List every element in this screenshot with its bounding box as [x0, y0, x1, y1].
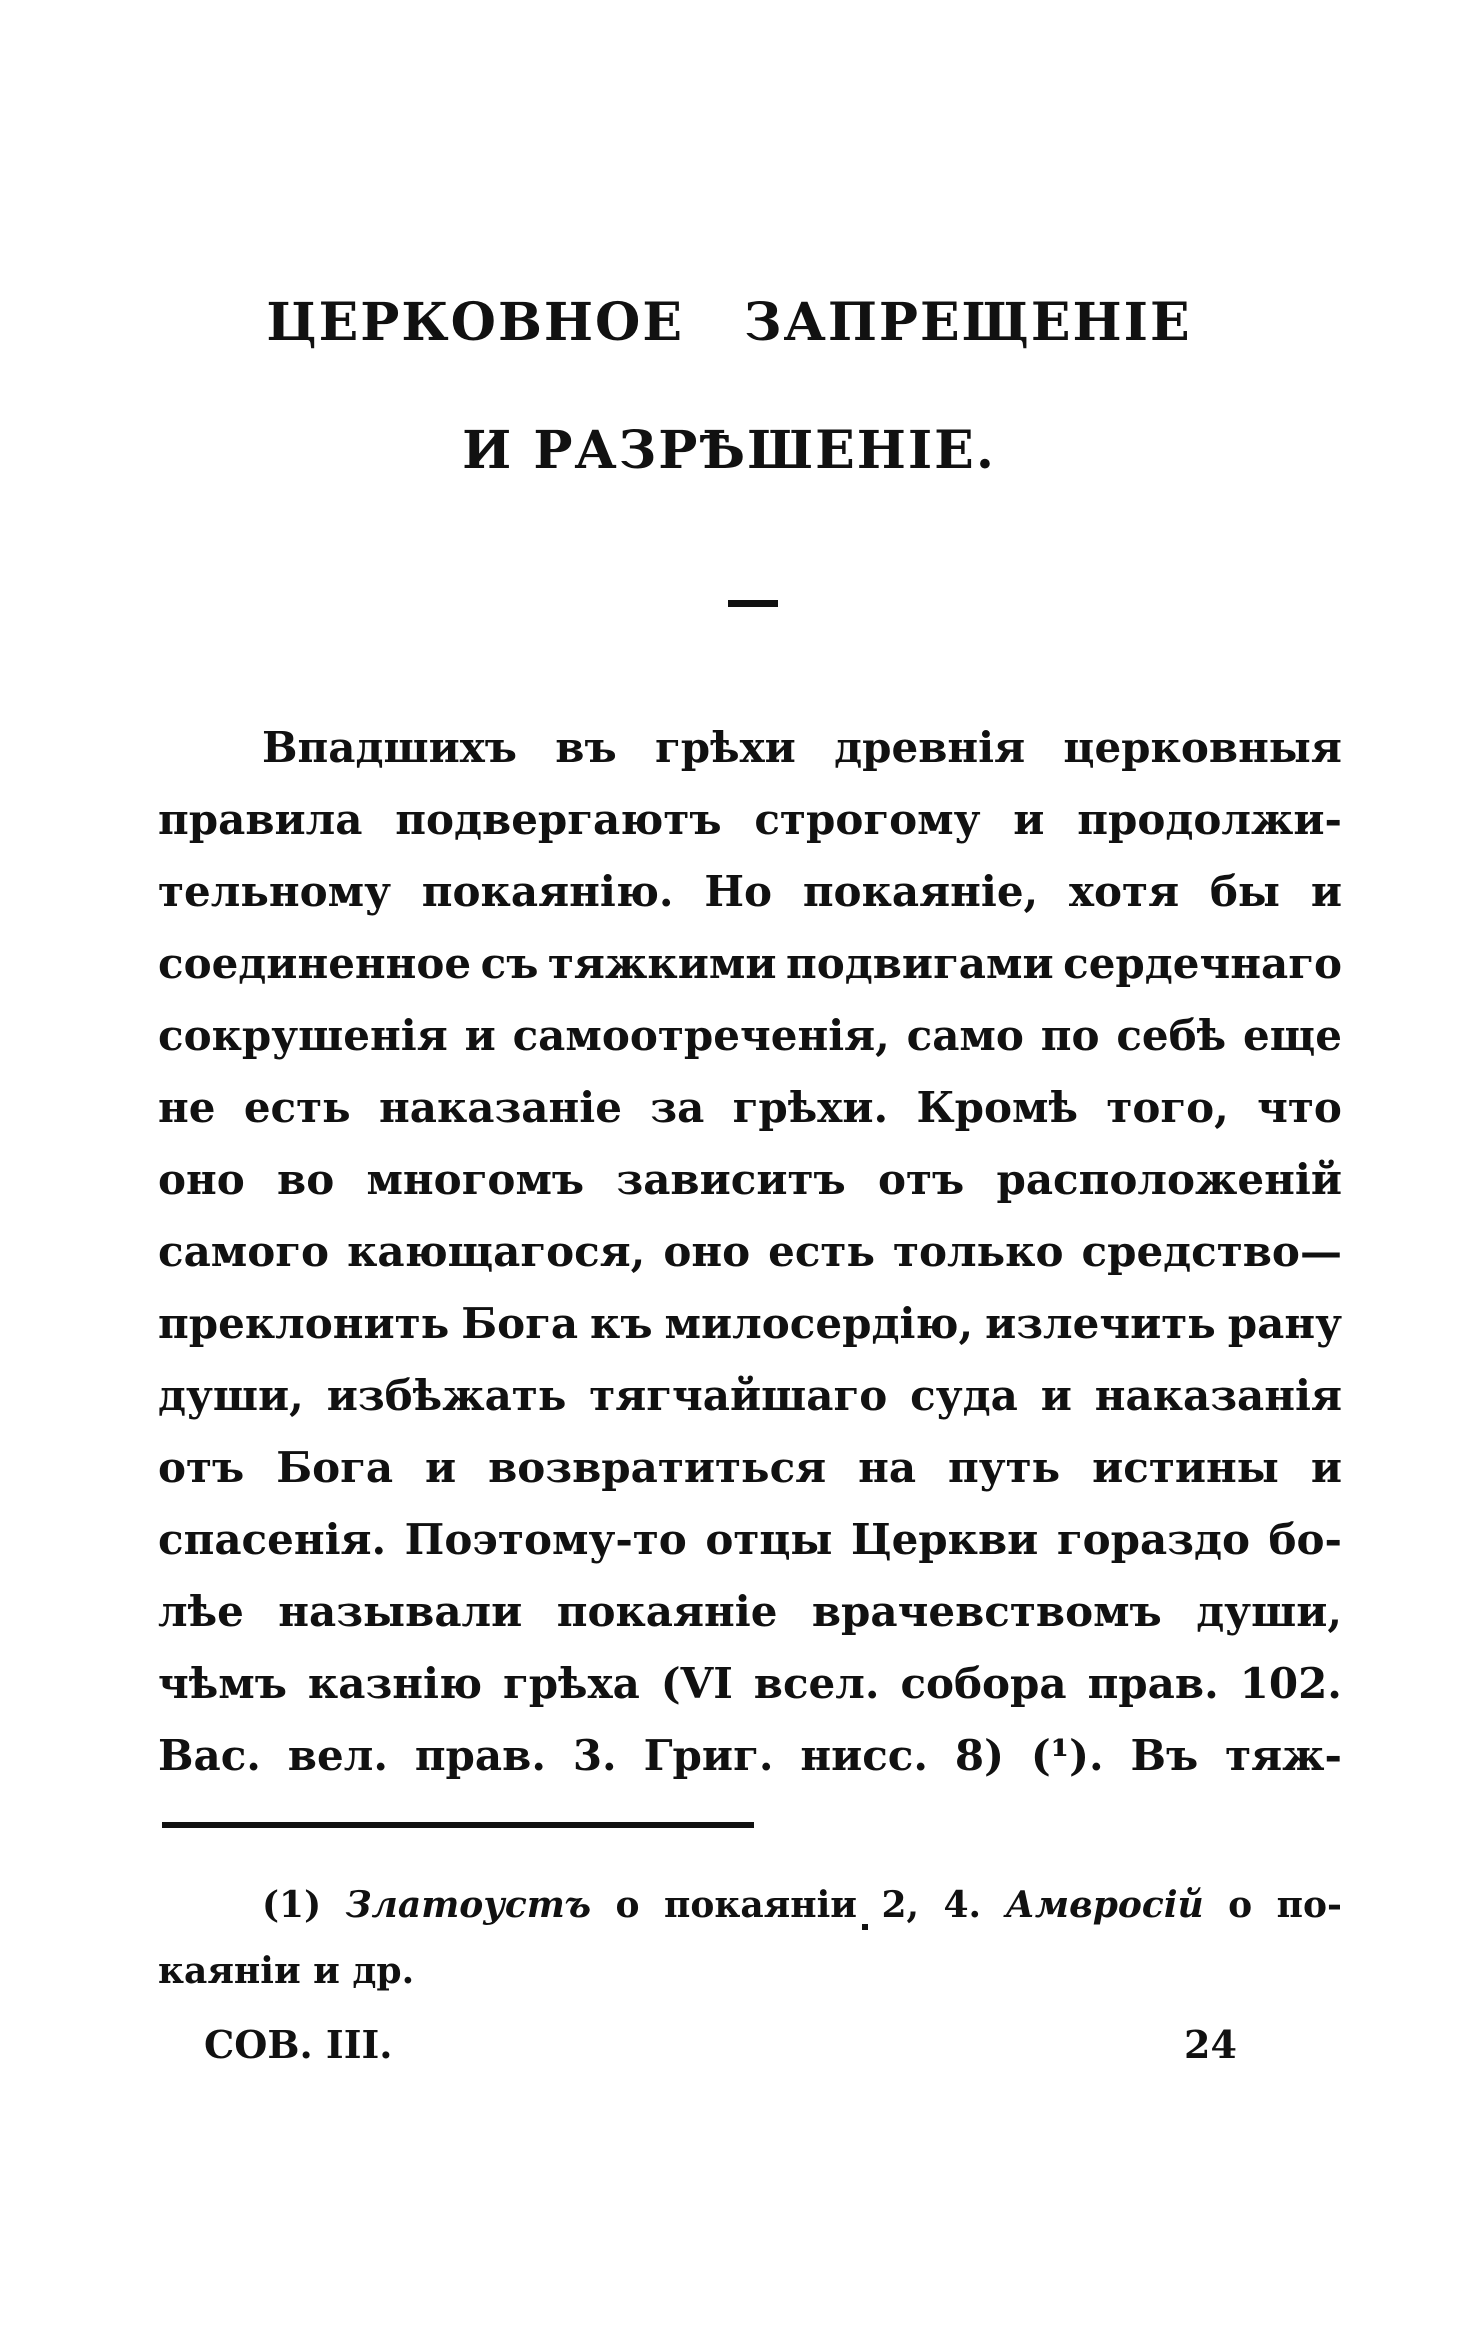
body-word: есть: [243, 1083, 351, 1132]
body-word: преклонить: [158, 1299, 450, 1348]
body-word: есть: [768, 1227, 875, 1276]
body-line: [158, 1216, 1342, 1288]
print-speck: [862, 1924, 868, 1930]
body-word: истины: [1092, 1443, 1279, 1492]
body-word: Поэтому-то: [404, 1515, 687, 1564]
footnote-word: покаяніи: [663, 1884, 857, 1926]
body-word: въ: [555, 723, 617, 772]
body-line: [158, 784, 1342, 856]
body-word: грѣхи: [655, 723, 796, 772]
body-word: 8): [954, 1731, 1004, 1780]
body-word: Григ.: [643, 1731, 774, 1780]
body-word: того,: [1106, 1083, 1229, 1132]
body-word: тяжкими: [547, 939, 777, 988]
body-word: къ: [590, 1299, 653, 1348]
body-word: рану: [1227, 1299, 1342, 1348]
body-word: прав.: [1087, 1659, 1219, 1708]
body-word: еще: [1243, 1011, 1342, 1060]
footnote: [158, 1872, 1342, 2004]
body-word: тяж-: [1225, 1731, 1342, 1780]
footnote-word: о: [615, 1884, 640, 1926]
title-word-1: ЦЕРКОВНОЕ: [266, 292, 684, 353]
body-word: собора: [900, 1659, 1067, 1708]
body-line: [158, 856, 1342, 928]
body-word: подвергаютъ: [395, 795, 722, 844]
body-word: вел.: [287, 1731, 388, 1780]
body-word: бы: [1209, 867, 1281, 916]
body-word: чѣмъ: [158, 1659, 287, 1708]
body-word: оно: [158, 1155, 245, 1204]
body-line: [158, 1360, 1342, 1432]
body-word: (¹).: [1030, 1731, 1104, 1780]
body-word: Въ: [1130, 1731, 1199, 1780]
body-word: Но: [704, 867, 773, 916]
body-word: всел.: [753, 1659, 880, 1708]
body-word: Вас.: [158, 1731, 261, 1780]
body-word: избѣжать: [326, 1371, 567, 1420]
body-paragraph: [158, 712, 1342, 1792]
body-word: Бога: [276, 1443, 394, 1492]
body-word: правила: [158, 795, 363, 844]
body-word: души,: [1196, 1587, 1342, 1636]
body-word: тельному: [158, 867, 391, 916]
body-word: и: [1040, 1371, 1072, 1420]
body-word: души,: [158, 1371, 304, 1420]
body-word: хотя: [1068, 867, 1180, 916]
body-word: лѣе: [158, 1587, 244, 1636]
body-word: покаянію.: [421, 867, 674, 916]
body-word: и: [1310, 1443, 1342, 1492]
body-word: суда: [910, 1371, 1018, 1420]
body-word: наказаніе: [378, 1083, 622, 1132]
body-word: Впадшихъ: [262, 723, 517, 772]
body-line: [158, 1504, 1342, 1576]
footnote-author-2: Амвросій: [1005, 1884, 1204, 1926]
footnote-rule: [162, 1822, 754, 1828]
body-word: подвигами: [785, 939, 1054, 988]
body-line: [158, 712, 1342, 784]
signature-mark: СОВ. III.: [204, 2022, 393, 2067]
body-word: самоотреченія,: [512, 1011, 890, 1060]
body-word: и: [1013, 795, 1045, 844]
body-word: зависитъ: [616, 1155, 846, 1204]
body-word: отъ: [877, 1155, 965, 1204]
footnote-word: 4.: [943, 1884, 982, 1926]
body-word: казнію: [307, 1659, 483, 1708]
body-word: отъ: [158, 1443, 245, 1492]
footnote-word: 2,: [881, 1884, 920, 1926]
title-word-2: ЗАПРЕЩЕНІЕ: [743, 292, 1192, 353]
body-word: древнія: [834, 723, 1026, 772]
body-word: 3.: [572, 1731, 617, 1780]
body-line: [158, 1432, 1342, 1504]
footnote-author-1: Златоустъ: [345, 1884, 592, 1926]
body-word: на: [858, 1443, 917, 1492]
body-word: 102.: [1239, 1659, 1342, 1708]
body-word: многомъ: [366, 1155, 585, 1204]
footnote-line-2: [158, 1938, 1342, 2004]
body-line: [158, 1648, 1342, 1720]
body-word: (VI: [660, 1659, 733, 1708]
body-word: гораздо: [1056, 1515, 1250, 1564]
body-word: отцы: [705, 1515, 833, 1564]
body-word: не: [158, 1083, 216, 1132]
body-word: спасенія.: [158, 1515, 387, 1564]
body-word: самого: [158, 1227, 330, 1276]
body-word: Кромѣ: [916, 1083, 1079, 1132]
body-line: [158, 1288, 1342, 1360]
footnote-marker: (1): [262, 1884, 322, 1926]
body-word: во: [277, 1155, 335, 1204]
chapter-title-line-1: [0, 292, 1458, 353]
body-word: средство—: [1081, 1227, 1342, 1276]
body-word: оно: [663, 1227, 751, 1276]
body-word: строгому: [754, 795, 981, 844]
body-word: по: [1040, 1011, 1100, 1060]
body-line: [158, 1000, 1342, 1072]
body-word: себѣ: [1116, 1011, 1227, 1060]
body-word: грѣха: [502, 1659, 640, 1708]
body-word: Бога: [461, 1299, 579, 1348]
footnote-word: о: [1228, 1884, 1253, 1926]
body-word: только: [892, 1227, 1064, 1276]
body-word: нисс.: [800, 1731, 928, 1780]
body-word: и: [464, 1011, 496, 1060]
body-line: [158, 1072, 1342, 1144]
body-word: тягчайшаго: [589, 1371, 888, 1420]
body-word: что: [1257, 1083, 1342, 1132]
body-word: соединенное: [158, 939, 472, 988]
body-word: врачевствомъ: [811, 1587, 1162, 1636]
page-number: 24: [1184, 2022, 1237, 2067]
body-word: сердечнаго: [1063, 939, 1342, 988]
body-line: [158, 928, 1342, 1000]
body-line: [158, 1576, 1342, 1648]
body-line: [158, 1144, 1342, 1216]
body-word: прав.: [414, 1731, 546, 1780]
body-line: [158, 1720, 1342, 1792]
body-word: и: [1310, 867, 1342, 916]
body-word: и: [425, 1443, 457, 1492]
body-word: Церкви: [850, 1515, 1039, 1564]
body-word: за: [650, 1083, 705, 1132]
body-word: кающагося,: [347, 1227, 646, 1276]
body-word: церковныя: [1063, 723, 1342, 772]
body-word: возвратиться: [488, 1443, 827, 1492]
footnote-line-1: [158, 1872, 1342, 1938]
footnote-word: по-: [1276, 1884, 1342, 1926]
body-word: съ: [480, 939, 539, 988]
chapter-title-line-2: И РАЗРѢШЕНІЕ.: [462, 420, 996, 481]
body-word: грѣхи.: [732, 1083, 889, 1132]
title-separator-dash: [728, 600, 778, 607]
body-word: бо-: [1268, 1515, 1342, 1564]
body-word: сокрушенія: [158, 1011, 448, 1060]
body-word: покаяніе: [556, 1587, 778, 1636]
body-word: само: [906, 1011, 1024, 1060]
body-word: называли: [278, 1587, 523, 1636]
footnote-continuation: каяніи и др.: [158, 1950, 415, 1992]
body-word: милосердію,: [664, 1299, 974, 1348]
body-word: продолжи-: [1077, 795, 1342, 844]
body-word: наказанія: [1094, 1371, 1342, 1420]
body-word: расположеній: [996, 1155, 1342, 1204]
body-word: покаяніе,: [802, 867, 1039, 916]
body-word: излечить: [985, 1299, 1216, 1348]
body-word: путь: [948, 1443, 1061, 1492]
